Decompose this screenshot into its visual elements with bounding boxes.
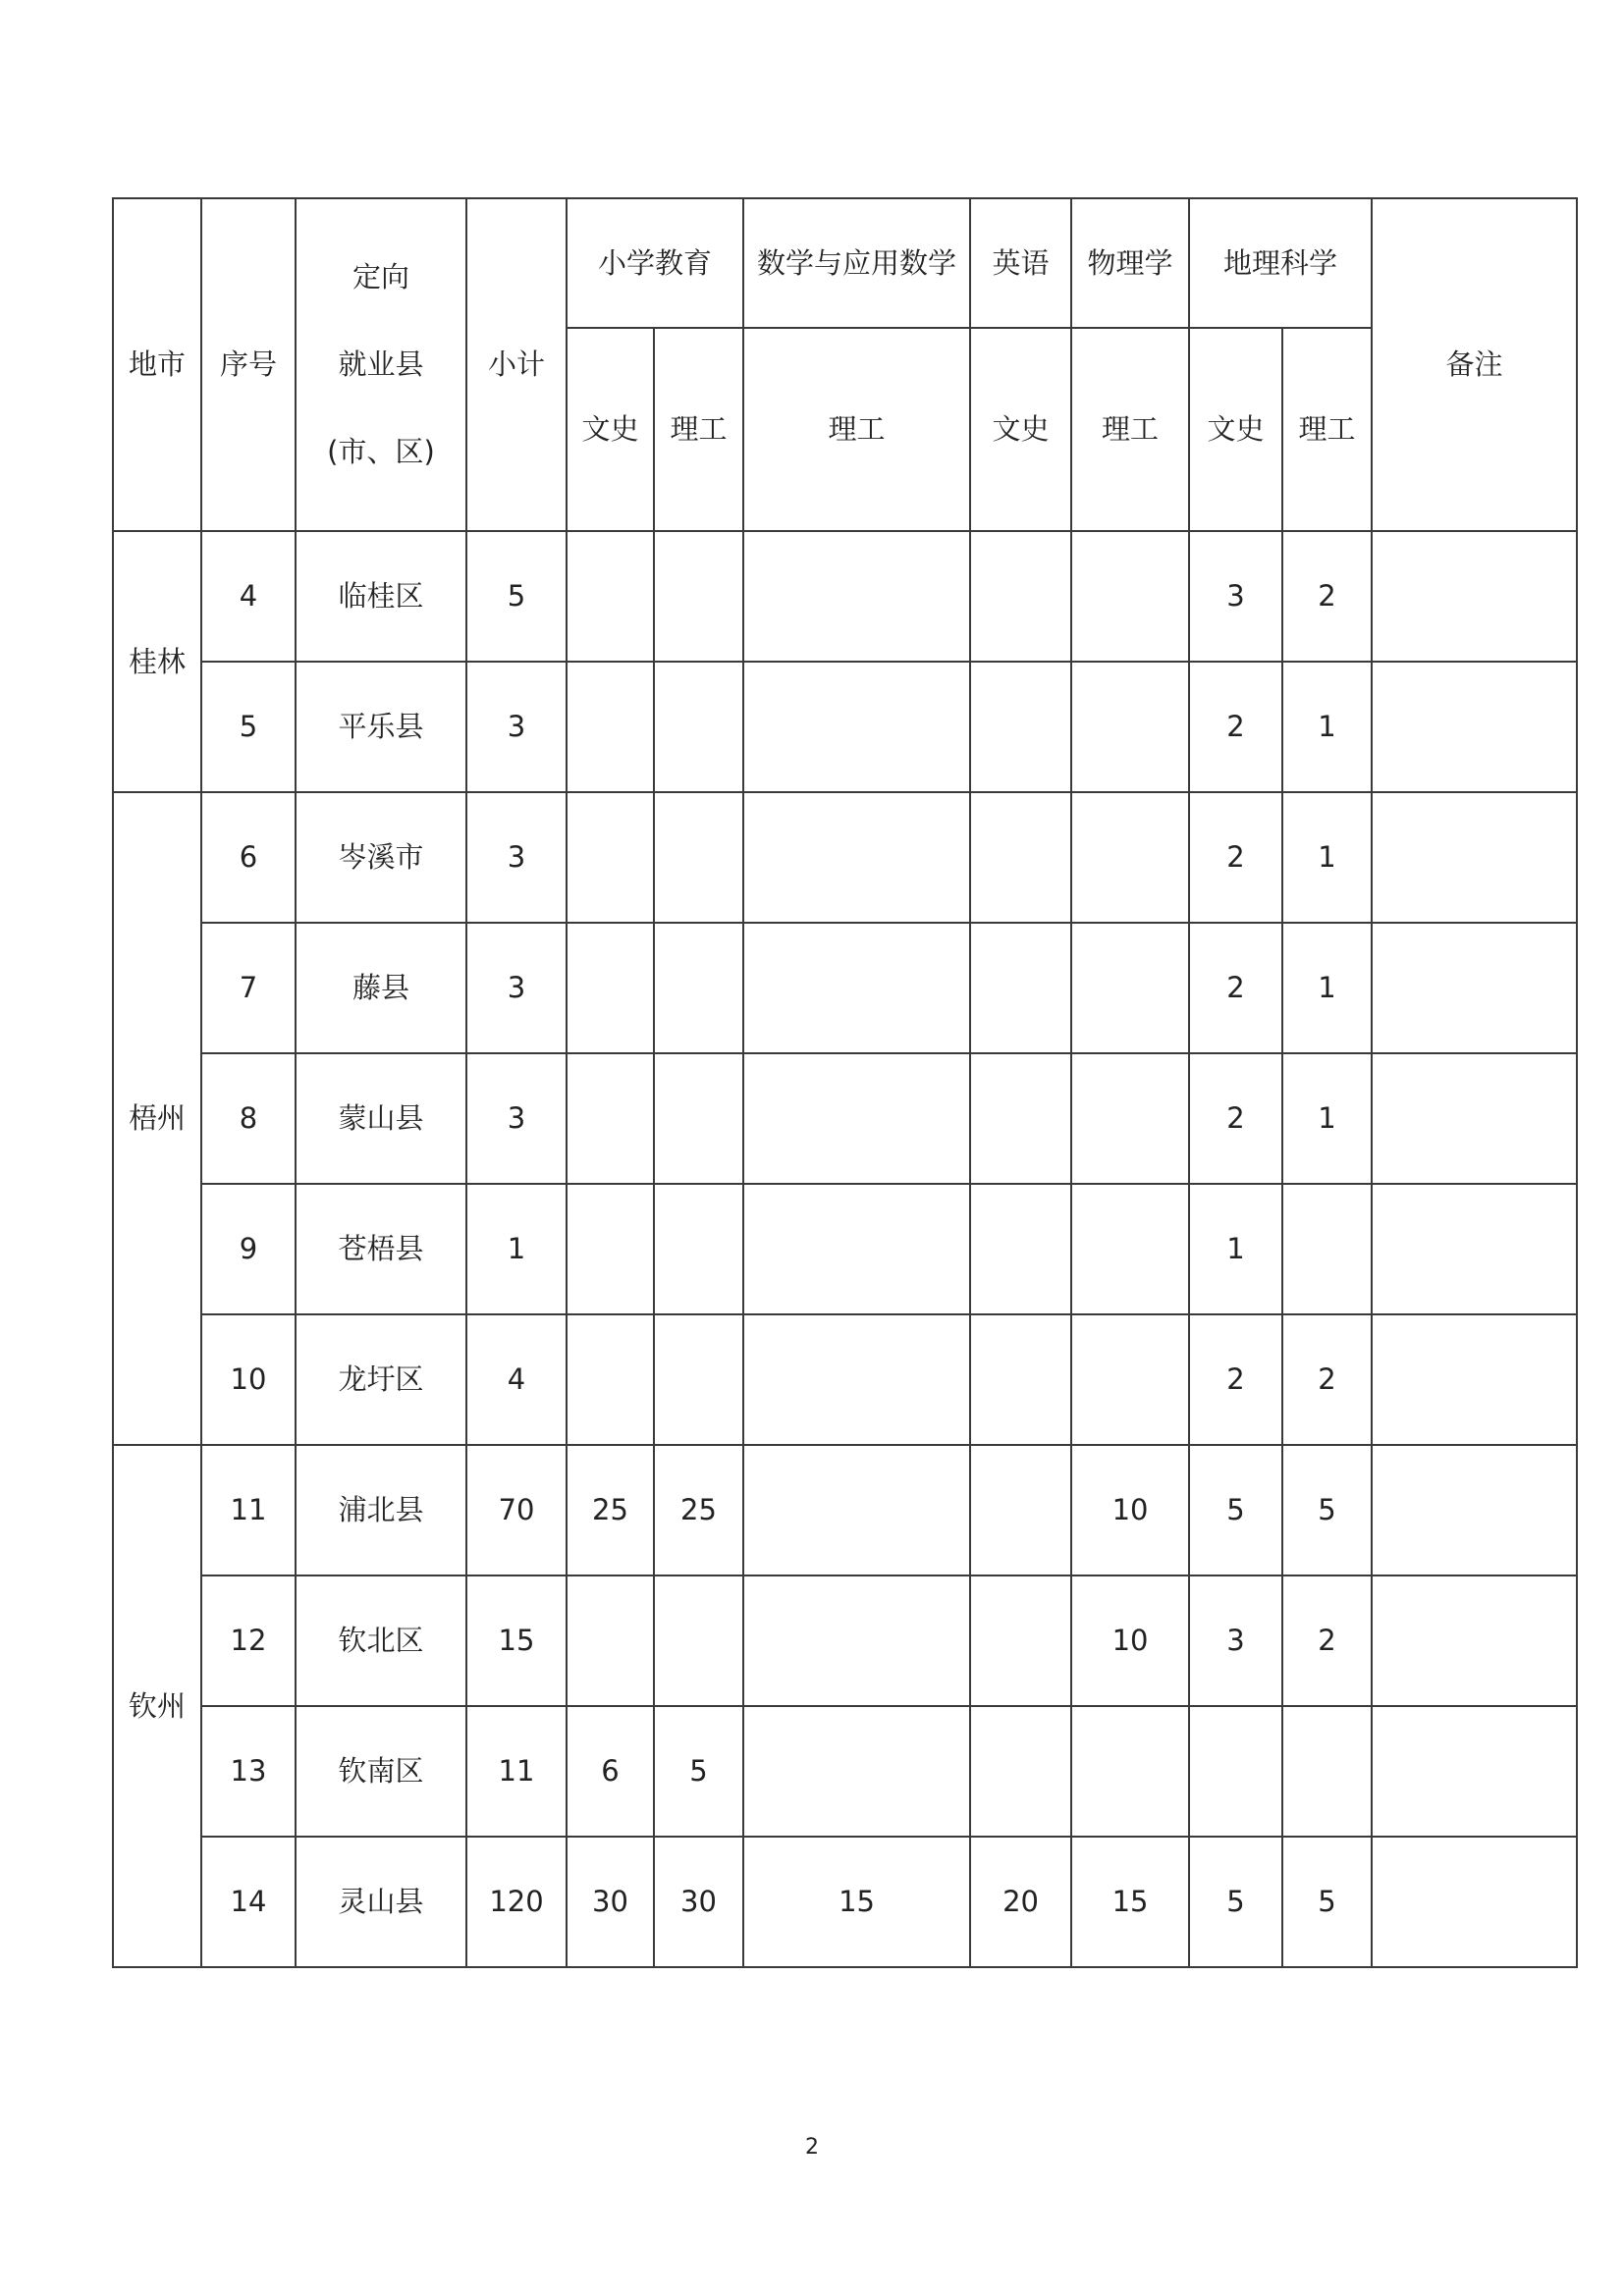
- value-cell: [970, 1053, 1071, 1184]
- seq-cell: 6: [201, 792, 296, 923]
- header-sub-cell: 理工: [1282, 328, 1372, 531]
- county-cell: 龙圩区: [296, 1314, 466, 1445]
- header-county-line3: (市、区): [327, 434, 435, 468]
- seq-cell: 9: [201, 1184, 296, 1314]
- value-cell: [1071, 1314, 1189, 1445]
- subtotal-cell: 15: [466, 1575, 567, 1706]
- subtotal-cell: 11: [466, 1706, 567, 1837]
- seq-cell: 12: [201, 1575, 296, 1706]
- value-cell: [654, 1575, 743, 1706]
- value-cell: [1071, 923, 1189, 1053]
- remark-cell: [1372, 1445, 1577, 1575]
- subtotal-cell: 3: [466, 792, 567, 923]
- page-number: 2: [805, 2135, 819, 2160]
- value-cell: 2: [1189, 792, 1282, 923]
- remark-cell: [1372, 1184, 1577, 1314]
- remark-cell: [1372, 662, 1577, 792]
- value-cell: [743, 662, 970, 792]
- header-sub-cell: 文史: [970, 328, 1071, 531]
- city-cell: 桂林: [113, 531, 201, 792]
- header-major-mathematics: 数学与应用数学: [743, 198, 970, 328]
- value-cell: 2: [1189, 923, 1282, 1053]
- header-sub-cell: 文史: [1189, 328, 1282, 531]
- remark-cell: [1372, 923, 1577, 1053]
- header-sub-cell: 理工: [654, 328, 743, 531]
- value-cell: [654, 923, 743, 1053]
- value-cell: 1: [1189, 1184, 1282, 1314]
- subtotal-cell: 3: [466, 662, 567, 792]
- value-cell: 2: [1189, 1053, 1282, 1184]
- table-row: [113, 1053, 1577, 1184]
- value-cell: 5: [1282, 1445, 1372, 1575]
- value-cell: [1071, 531, 1189, 662]
- county-cell: 临桂区: [296, 531, 466, 662]
- table-row: [113, 662, 1577, 792]
- city-cell: 钦州: [113, 1445, 201, 1967]
- seq-cell: 10: [201, 1314, 296, 1445]
- county-cell: 藤县: [296, 923, 466, 1053]
- county-cell: 岑溪市: [296, 792, 466, 923]
- table-row: [113, 1184, 1577, 1314]
- value-cell: [743, 1706, 970, 1837]
- header-city: 地市: [113, 198, 201, 531]
- seq-cell: 8: [201, 1053, 296, 1184]
- value-cell: [1071, 1053, 1189, 1184]
- value-cell: [654, 1314, 743, 1445]
- value-cell: [567, 662, 654, 792]
- value-cell: [970, 531, 1071, 662]
- header-county: [296, 198, 466, 531]
- header-major-geography: 地理科学: [1189, 198, 1372, 328]
- city-cell: 梧州: [113, 792, 201, 1445]
- value-cell: [567, 1314, 654, 1445]
- value-cell: [970, 662, 1071, 792]
- table-row: [113, 531, 1577, 662]
- value-cell: [1071, 1184, 1189, 1314]
- value-cell: [1282, 1184, 1372, 1314]
- value-cell: 25: [654, 1445, 743, 1575]
- table-row: [113, 1314, 1577, 1445]
- subtotal-cell: 70: [466, 1445, 567, 1575]
- value-cell: [970, 923, 1071, 1053]
- value-cell: [654, 662, 743, 792]
- header-row-top: [113, 198, 1577, 328]
- value-cell: 1: [1282, 662, 1372, 792]
- header-subtotal: 小计: [466, 198, 567, 531]
- header-county-line1: 定向: [352, 260, 409, 294]
- subtotal-cell: 1: [466, 1184, 567, 1314]
- value-cell: 2: [1282, 1575, 1372, 1706]
- table-row: [113, 1706, 1577, 1837]
- value-cell: [743, 1053, 970, 1184]
- value-cell: [743, 1184, 970, 1314]
- value-cell: [743, 923, 970, 1053]
- remark-cell: [1372, 1053, 1577, 1184]
- value-cell: [567, 1053, 654, 1184]
- value-cell: [743, 1575, 970, 1706]
- header-major-primary-education: 小学教育: [567, 198, 743, 328]
- value-cell: 1: [1282, 923, 1372, 1053]
- header-sub-cell: 理工: [1071, 328, 1189, 531]
- header-sub-cell: 理工: [743, 328, 970, 531]
- value-cell: 1: [1282, 1053, 1372, 1184]
- value-cell: [1282, 1706, 1372, 1837]
- value-cell: 2: [1282, 531, 1372, 662]
- value-cell: [743, 1445, 970, 1575]
- value-cell: [654, 1184, 743, 1314]
- value-cell: 5: [1282, 1837, 1372, 1967]
- header-county-line2: 就业县: [338, 347, 424, 382]
- county-cell: 浦北县: [296, 1445, 466, 1575]
- table-row: [113, 1837, 1577, 1967]
- county-cell: 苍梧县: [296, 1184, 466, 1314]
- table-row: [113, 792, 1577, 923]
- value-cell: 15: [743, 1837, 970, 1967]
- value-cell: [567, 923, 654, 1053]
- value-cell: [567, 531, 654, 662]
- value-cell: 30: [654, 1837, 743, 1967]
- value-cell: 10: [1071, 1575, 1189, 1706]
- value-cell: [1071, 1706, 1189, 1837]
- value-cell: [1071, 792, 1189, 923]
- value-cell: [654, 1053, 743, 1184]
- county-cell: 钦北区: [296, 1575, 466, 1706]
- value-cell: [567, 792, 654, 923]
- value-cell: [654, 531, 743, 662]
- subtotal-cell: 3: [466, 923, 567, 1053]
- subtotal-cell: 4: [466, 1314, 567, 1445]
- county-cell: 平乐县: [296, 662, 466, 792]
- header-sub-cell: 文史: [567, 328, 654, 531]
- value-cell: [1189, 1706, 1282, 1837]
- table-row: [113, 1575, 1577, 1706]
- county-cell: 灵山县: [296, 1837, 466, 1967]
- value-cell: 1: [1282, 792, 1372, 923]
- value-cell: [970, 1184, 1071, 1314]
- remark-cell: [1372, 531, 1577, 662]
- subtotal-cell: 3: [466, 1053, 567, 1184]
- value-cell: [743, 792, 970, 923]
- value-cell: 15: [1071, 1837, 1189, 1967]
- seq-cell: 7: [201, 923, 296, 1053]
- value-cell: 25: [567, 1445, 654, 1575]
- quota-table: [112, 197, 1578, 1968]
- header-major-physics: 物理学: [1071, 198, 1189, 328]
- county-cell: 钦南区: [296, 1706, 466, 1837]
- value-cell: 3: [1189, 531, 1282, 662]
- value-cell: [743, 1314, 970, 1445]
- header-seq: 序号: [201, 198, 296, 531]
- seq-cell: 11: [201, 1445, 296, 1575]
- remark-cell: [1372, 792, 1577, 923]
- value-cell: 5: [654, 1706, 743, 1837]
- value-cell: 2: [1189, 1314, 1282, 1445]
- value-cell: [970, 792, 1071, 923]
- value-cell: [1071, 662, 1189, 792]
- value-cell: [970, 1575, 1071, 1706]
- seq-cell: 14: [201, 1837, 296, 1967]
- value-cell: 5: [1189, 1445, 1282, 1575]
- seq-cell: 13: [201, 1706, 296, 1837]
- table-row: [113, 1445, 1577, 1575]
- remark-cell: [1372, 1575, 1577, 1706]
- value-cell: [567, 1184, 654, 1314]
- seq-cell: 5: [201, 662, 296, 792]
- value-cell: [654, 792, 743, 923]
- seq-cell: 4: [201, 531, 296, 662]
- value-cell: 6: [567, 1706, 654, 1837]
- table-row: [113, 923, 1577, 1053]
- value-cell: 3: [1189, 1575, 1282, 1706]
- remark-cell: [1372, 1314, 1577, 1445]
- value-cell: 2: [1189, 662, 1282, 792]
- value-cell: 10: [1071, 1445, 1189, 1575]
- value-cell: 5: [1189, 1837, 1282, 1967]
- county-cell: 蒙山县: [296, 1053, 466, 1184]
- remark-cell: [1372, 1706, 1577, 1837]
- header-remark: 备注: [1372, 198, 1577, 531]
- value-cell: 20: [970, 1837, 1071, 1967]
- subtotal-cell: 120: [466, 1837, 567, 1967]
- value-cell: 30: [567, 1837, 654, 1967]
- value-cell: [970, 1706, 1071, 1837]
- header-major-english: 英语: [970, 198, 1071, 328]
- value-cell: [970, 1314, 1071, 1445]
- value-cell: 2: [1282, 1314, 1372, 1445]
- value-cell: [743, 531, 970, 662]
- subtotal-cell: 5: [466, 531, 567, 662]
- remark-cell: [1372, 1837, 1577, 1967]
- value-cell: [970, 1445, 1071, 1575]
- value-cell: [567, 1575, 654, 1706]
